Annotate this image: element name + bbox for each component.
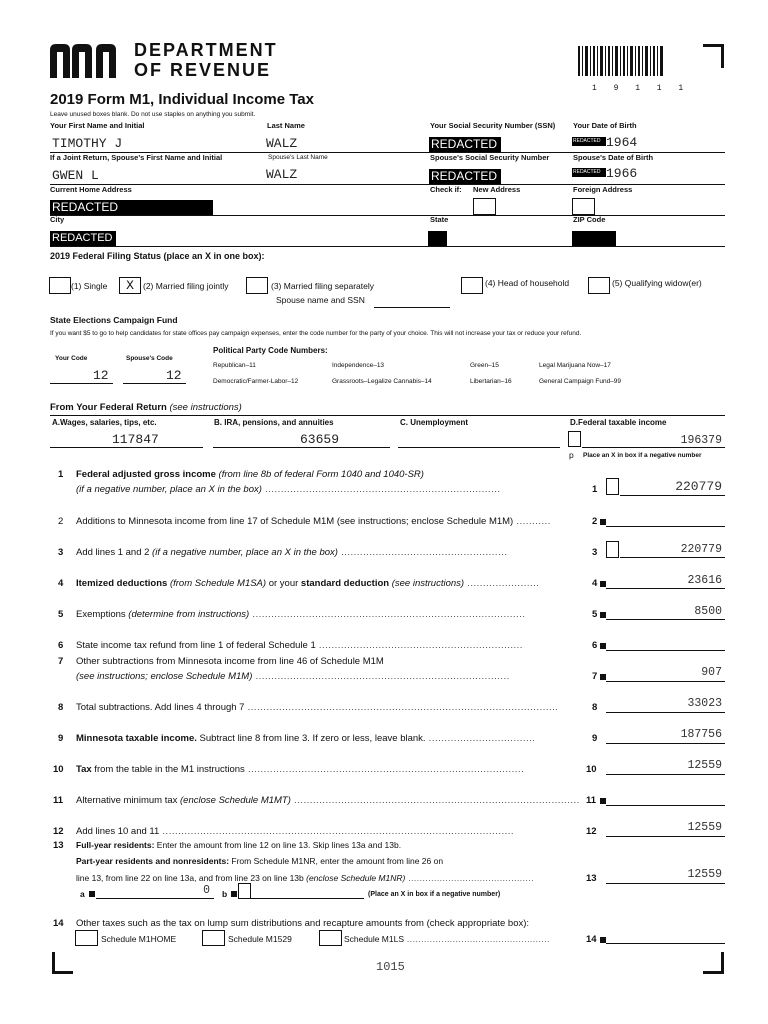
col-b-label: B. IRA, pensions, and annuities <box>214 418 334 427</box>
party-marijuana: Legal Marijuana Now–17 <box>539 362 611 369</box>
first-name-field[interactable]: TIMOTHY J <box>52 136 123 151</box>
federal-title-note: (see instructions) <box>169 402 242 413</box>
line9-rest: Subtract line 8 from line 3. If zero or less, leave blank. <box>196 733 426 744</box>
col-c-label: C. Unemployment <box>400 418 469 427</box>
line2-text-body: Additions to Minnesota income from line 17 of Schedule M1M (see instructions; enclose Schedule M1M) <box>76 516 514 527</box>
spouse-code-label: Spouse's Code <box>126 355 173 362</box>
line12-text-body: Add lines 10 and 11 <box>76 826 160 837</box>
federal-title <box>50 402 242 413</box>
line5-underline <box>606 619 725 620</box>
dob-year-field[interactable]: 1964 <box>606 135 638 150</box>
line3-box-number: 3 <box>592 547 598 558</box>
party-independence: Independence–13 <box>332 362 385 369</box>
spouse-dob-redacted: REDACTED <box>572 168 606 177</box>
first-name-label: Your First Name and Initial <box>50 121 145 130</box>
line5-text: Exemptions (determine from instructions) ....................................................................................... <box>76 609 526 620</box>
state-field-redacted[interactable] <box>428 231 447 246</box>
line13-text1 <box>76 840 401 850</box>
line12-number: 12 <box>53 826 64 837</box>
schedule-m1529-checkbox[interactable] <box>202 930 225 946</box>
line9-box-number: 9 <box>592 733 598 744</box>
line14-number: 14 <box>53 918 64 929</box>
campaign-note: If you want $5 to go to help candidates for state offices pay campaign expenses, enter the code number for the party of your choice. This will not increase your tax or reduce your refund. <box>50 330 582 337</box>
spouse-name-ssn-label: Spouse name and SSN <box>276 295 365 305</box>
line4-underline <box>606 588 725 589</box>
line10-number: 10 <box>53 764 64 775</box>
line3-number: 3 <box>58 547 64 558</box>
separate-label: (3) Married filing separately <box>271 281 374 291</box>
taxable-line <box>582 447 725 448</box>
joint-checkbox[interactable]: X <box>119 277 141 294</box>
line3-italic: (if a negative number, place an X in the box) <box>149 547 338 558</box>
dob-redacted: REDACTED <box>572 137 606 146</box>
line6-text-body: State income tax refund from line 1 of federal Schedule 1 <box>76 640 316 651</box>
corner-mark-bottom-left <box>52 952 73 974</box>
schedule-m1home-label: Schedule M1HOME <box>101 934 177 944</box>
line13a-field[interactable]: 0 <box>203 884 210 897</box>
line13a-marker <box>89 891 95 897</box>
line13-t2: From Schedule M1NR, enter the amount from line 26 on <box>229 856 444 866</box>
line5-field[interactable]: 8500 <box>694 605 722 618</box>
line11-text-body: Alternative minimum tax <box>76 795 181 806</box>
line5-text-body: Exemptions <box>76 609 129 620</box>
schedule-m1ls-text: Schedule M1LS <box>344 934 405 944</box>
spouse-name-ssn-line <box>374 307 450 308</box>
line13-box-number: 13 <box>586 873 597 884</box>
line6-box-number: 6 <box>592 640 598 651</box>
line14-underline <box>606 943 725 944</box>
single-checkbox[interactable] <box>49 277 71 294</box>
line4-bold2: standard deduction <box>300 578 390 589</box>
line13-number: 13 <box>53 840 64 851</box>
line13a-underline <box>96 898 214 899</box>
line1-sub-text: (if a negative number, place an X in the box) <box>76 484 262 495</box>
line11-number: 11 <box>53 795 64 806</box>
ssn-field[interactable]: REDACTED <box>429 137 501 152</box>
line13a-label: a <box>80 889 85 899</box>
party-libertarian: Libertarian–16 <box>470 378 512 385</box>
spouse-last-label: Spouse's Last Name <box>268 154 328 161</box>
your-code-label: Your Code <box>55 355 88 362</box>
line13-text3: line 13, from line 22 on line 13a, and from line 23 on line 13b (enclose Schedule M1NR) ............................................ <box>76 873 535 883</box>
line11-text: Alternative minimum tax (enclose Schedule M1MT) ........................................................................................... <box>76 795 580 806</box>
line11-box-number: 11 <box>586 795 597 806</box>
line3-text-body: Add lines 1 and 2 <box>76 547 150 558</box>
spouse-first-field[interactable]: GWEN L <box>52 168 99 183</box>
line4-field[interactable]: 23616 <box>687 574 722 587</box>
line10-text: Tax from the table in the M1 instructions ........................................................................................ <box>76 764 525 775</box>
line6-underline <box>606 650 725 651</box>
line4-box-number: 4 <box>592 578 598 589</box>
line2-number: 2 <box>58 516 64 527</box>
line13b-note: (Place an X in box if a negative number) <box>368 891 501 898</box>
line5-italic: (determine from instructions) <box>128 609 250 620</box>
schedule-m1ls-label: Schedule M1LS .................................................. <box>344 934 550 944</box>
widow-checkbox[interactable] <box>588 277 610 294</box>
mn-logo-mark <box>50 44 124 78</box>
mn-logo <box>50 44 124 83</box>
wages-field[interactable]: 117847 <box>112 432 159 447</box>
line8-box-number: 8 <box>592 702 598 713</box>
line3-text: Add lines 1 and 2 (if a negative number, place an X in the box) ..................................................... <box>76 547 508 558</box>
foreign-address-checkbox[interactable] <box>572 198 595 215</box>
schedule-m1529-label: Schedule M1529 <box>228 934 292 944</box>
line4-bold: Itemized deductions <box>76 578 168 589</box>
spouse-name-label: If a Joint Return, Spouse's First Name and Initial <box>50 153 223 162</box>
line2-marker <box>600 519 606 525</box>
dept-name-line1: DEPARTMENT <box>134 40 278 60</box>
line13-text2 <box>76 856 443 866</box>
line1-sub: (if a negative number, place an X in the box) ........................................................................... <box>76 484 501 495</box>
line10-box-number: 10 <box>586 764 597 775</box>
form-title: 2019 Form M1, Individual Income Tax <box>50 91 314 108</box>
spouse-dob-label: Spouse's Date of Birth <box>573 153 654 162</box>
party-general: General Campaign Fund–99 <box>539 378 622 385</box>
line9-bold: Minnesota taxable income. <box>76 733 197 744</box>
line14-text: Other taxes such as the tax on lump sum distributions and recapture amounts from (check appropriate box): <box>76 918 530 929</box>
city-label: City <box>50 215 65 224</box>
barcode <box>578 46 664 84</box>
line13-underline <box>606 883 725 884</box>
federal-taxable-field[interactable]: 196379 <box>680 434 722 447</box>
line8-underline <box>606 712 725 713</box>
last-name-label: Last Name <box>267 121 305 130</box>
your-code-field[interactable]: 12 <box>93 368 109 383</box>
line4-marker <box>600 581 606 587</box>
dept-name-line2: OF REVENUE <box>134 60 272 80</box>
dob-label: Your Date of Birth <box>573 121 637 130</box>
line12-underline <box>606 836 725 837</box>
line13b-negative-checkbox[interactable] <box>238 883 251 899</box>
line10-field[interactable]: 12559 <box>687 759 722 772</box>
zip-field-redacted[interactable] <box>572 231 616 246</box>
line1-number: 1 <box>58 469 64 480</box>
line1-bold: Federal adjusted gross income <box>76 469 216 480</box>
campaign-title: State Elections Campaign Fund <box>50 315 178 325</box>
line5-number: 5 <box>58 609 64 620</box>
line4-text: Itemized deductions (from Schedule M1SA) or your standard deduction (see instructions) ....................... <box>76 578 540 589</box>
single-label: (1) Single <box>71 281 108 291</box>
party-green: Green–15 <box>470 362 499 369</box>
line13b-underline <box>251 898 364 899</box>
ira-field[interactable]: 63659 <box>300 432 340 447</box>
negative-prefix: p <box>569 450 574 460</box>
unemployment-line <box>398 447 560 448</box>
spouse-ssn-label: Spouse's Social Security Number <box>430 153 550 162</box>
line10-underline <box>606 774 725 775</box>
line4-mid: or your <box>266 578 301 589</box>
line7-sub-text: (see instructions; enclose Schedule M1M) <box>76 671 253 682</box>
federal-title-text: From Your Federal Return <box>50 402 167 413</box>
line13-bold2: Part-year residents and nonresidents: <box>76 856 230 866</box>
line12-box-number: 12 <box>586 826 597 837</box>
line13b-marker <box>231 891 237 897</box>
line13-t3: line 13, from line 22 on line 13a, and from line 23 on line 13b <box>76 873 307 883</box>
line13-it3: (enclose Schedule M1NR) <box>306 873 406 883</box>
line14-box-number: 14 <box>586 934 597 945</box>
party-grassroots: Grassroots–Legalize Cannabis–14 <box>332 378 432 385</box>
col-a-label: A.Wages, salaries, tips, etc. <box>52 418 157 427</box>
line10-rest: from the table in the M1 instructions <box>91 764 245 775</box>
new-address-checkbox[interactable] <box>473 198 496 215</box>
col-d-label: D.Federal taxable income <box>570 418 667 427</box>
line6-marker <box>600 643 606 649</box>
spouse-code-line <box>123 383 186 384</box>
line7-text: Other subtractions from Minnesota income from line 46 of Schedule M1M <box>76 656 384 667</box>
line9-field[interactable]: 187756 <box>680 728 722 741</box>
state-label: State <box>430 215 449 224</box>
line4-italic2: (see instructions) <box>389 578 465 589</box>
line13-field[interactable]: 12559 <box>687 868 722 881</box>
line8-number: 8 <box>58 702 64 713</box>
schedule-m1home-checkbox[interactable] <box>75 930 98 946</box>
corner-mark-bottom-right <box>703 952 724 974</box>
footer-page-number: 1015 <box>376 960 405 974</box>
line5-box-number: 5 <box>592 609 598 620</box>
line5-marker <box>600 612 606 618</box>
line13-t1: Enter the amount from line 12 on line 13. Skip lines 13a and 13b. <box>154 840 402 850</box>
line6-number: 6 <box>58 640 64 651</box>
row4-divider <box>50 246 725 247</box>
wages-line <box>50 447 203 448</box>
line12-text: Add lines 10 and 11 ................................................................................................................ <box>76 826 515 837</box>
line9-text: Minnesota taxable income. Subtract line 8 from line 3. If zero or less, leave blank. .................................. <box>76 733 536 744</box>
line3-field[interactable]: 220779 <box>680 543 722 556</box>
check-if-label: Check if: <box>430 185 462 194</box>
line7-field[interactable]: 907 <box>701 666 722 679</box>
line1-text <box>76 469 424 480</box>
spouse-ssn-field[interactable]: REDACTED <box>429 169 501 184</box>
line1-field[interactable]: 220779 <box>675 479 722 494</box>
spouse-last-field[interactable]: WALZ <box>266 167 298 182</box>
barcode-digits: 1 9 1 1 1 <box>592 84 690 93</box>
zip-label: ZIP Code <box>573 215 606 224</box>
line9-underline <box>606 743 725 744</box>
line2-text: Additions to Minnesota income from line 17 of Schedule M1M (see instructions; enclose Schedule M1M) ........... <box>76 516 551 527</box>
line3-underline <box>620 557 725 558</box>
line13-bold1: Full-year residents: <box>76 840 155 850</box>
line11-marker <box>600 798 606 804</box>
your-code-line <box>50 383 113 384</box>
line1-italic: (from line 8b of federal Form 1040 and 1040-SR) <box>215 469 424 480</box>
federal-negative-checkbox[interactable] <box>568 431 581 447</box>
address-label: Current Home Address <box>50 185 132 194</box>
line12-field[interactable]: 12559 <box>687 821 722 834</box>
line7-underline <box>606 681 725 682</box>
line3-negative-checkbox[interactable] <box>606 541 619 558</box>
line2-underline <box>606 526 725 527</box>
schedule-m1ls-checkbox[interactable] <box>319 930 342 946</box>
filing-status-title: 2019 Federal Filing Status (place an X in one box): <box>50 251 265 261</box>
line6-text: State income tax refund from line 1 of federal Schedule 1 ................................................................. <box>76 640 523 651</box>
last-name-field[interactable]: WALZ <box>266 136 298 151</box>
form-instructions: Leave unused boxes blank. Do not use staples on anything you submit. <box>50 111 256 118</box>
corner-mark-top-right <box>703 44 724 68</box>
line8-field[interactable]: 33023 <box>687 697 722 710</box>
line11-italic: (enclose Schedule M1MT) <box>180 795 291 806</box>
line10-bold: Tax <box>76 764 92 775</box>
ssn-label: Your Social Security Number (SSN) <box>430 121 556 130</box>
line4-italic: (from Schedule M1SA) <box>167 578 267 589</box>
line1-underline <box>620 495 725 496</box>
joint-label: (2) Married filing jointly <box>143 281 229 291</box>
line4-number: 4 <box>58 578 64 589</box>
line11-underline <box>606 805 725 806</box>
line13b-label: b <box>222 889 228 899</box>
widow-label: (5) Qualifying widow(er) <box>612 278 702 288</box>
line8-text-body: Total subtractions. Add lines 4 through 7 <box>76 702 245 713</box>
new-address-label: New Address <box>473 185 521 194</box>
negative-note: Place an X in box if a negative number <box>583 452 702 459</box>
line7-marker <box>600 674 606 680</box>
line9-number: 9 <box>58 733 64 744</box>
head-household-label: (4) Head of household <box>485 278 570 288</box>
line2-box-number: 2 <box>592 516 598 527</box>
row3-divider <box>50 215 725 216</box>
party-republican: Republican–11 <box>213 362 256 369</box>
head-household-checkbox[interactable] <box>461 277 483 294</box>
address-field[interactable]: REDACTED <box>50 200 213 215</box>
line1-negative-checkbox[interactable] <box>606 478 619 495</box>
spouse-code-field[interactable]: 12 <box>166 368 182 383</box>
foreign-address-label: Foreign Address <box>573 185 633 194</box>
spouse-dob-year-field[interactable]: 1966 <box>606 166 638 181</box>
party-dfl: Democratic/Farmer-Labor–12 <box>213 378 299 385</box>
barcode-graphic <box>578 46 664 84</box>
line7-sub: (see instructions; enclose Schedule M1M) ................................................................................. <box>76 671 510 682</box>
city-field[interactable]: REDACTED <box>50 231 116 246</box>
line7-box-number: 7 <box>592 671 598 682</box>
federal-header-line <box>50 415 725 416</box>
line8-text: Total subtractions. Add lines 4 through 7 ................................................................................................... <box>76 702 559 713</box>
line7-number: 7 <box>58 656 64 667</box>
line1-box-number: 1 <box>592 484 598 495</box>
party-codes-title: Political Party Code Numbers: <box>213 346 328 355</box>
separate-checkbox[interactable] <box>246 277 268 294</box>
ira-line <box>213 447 390 448</box>
